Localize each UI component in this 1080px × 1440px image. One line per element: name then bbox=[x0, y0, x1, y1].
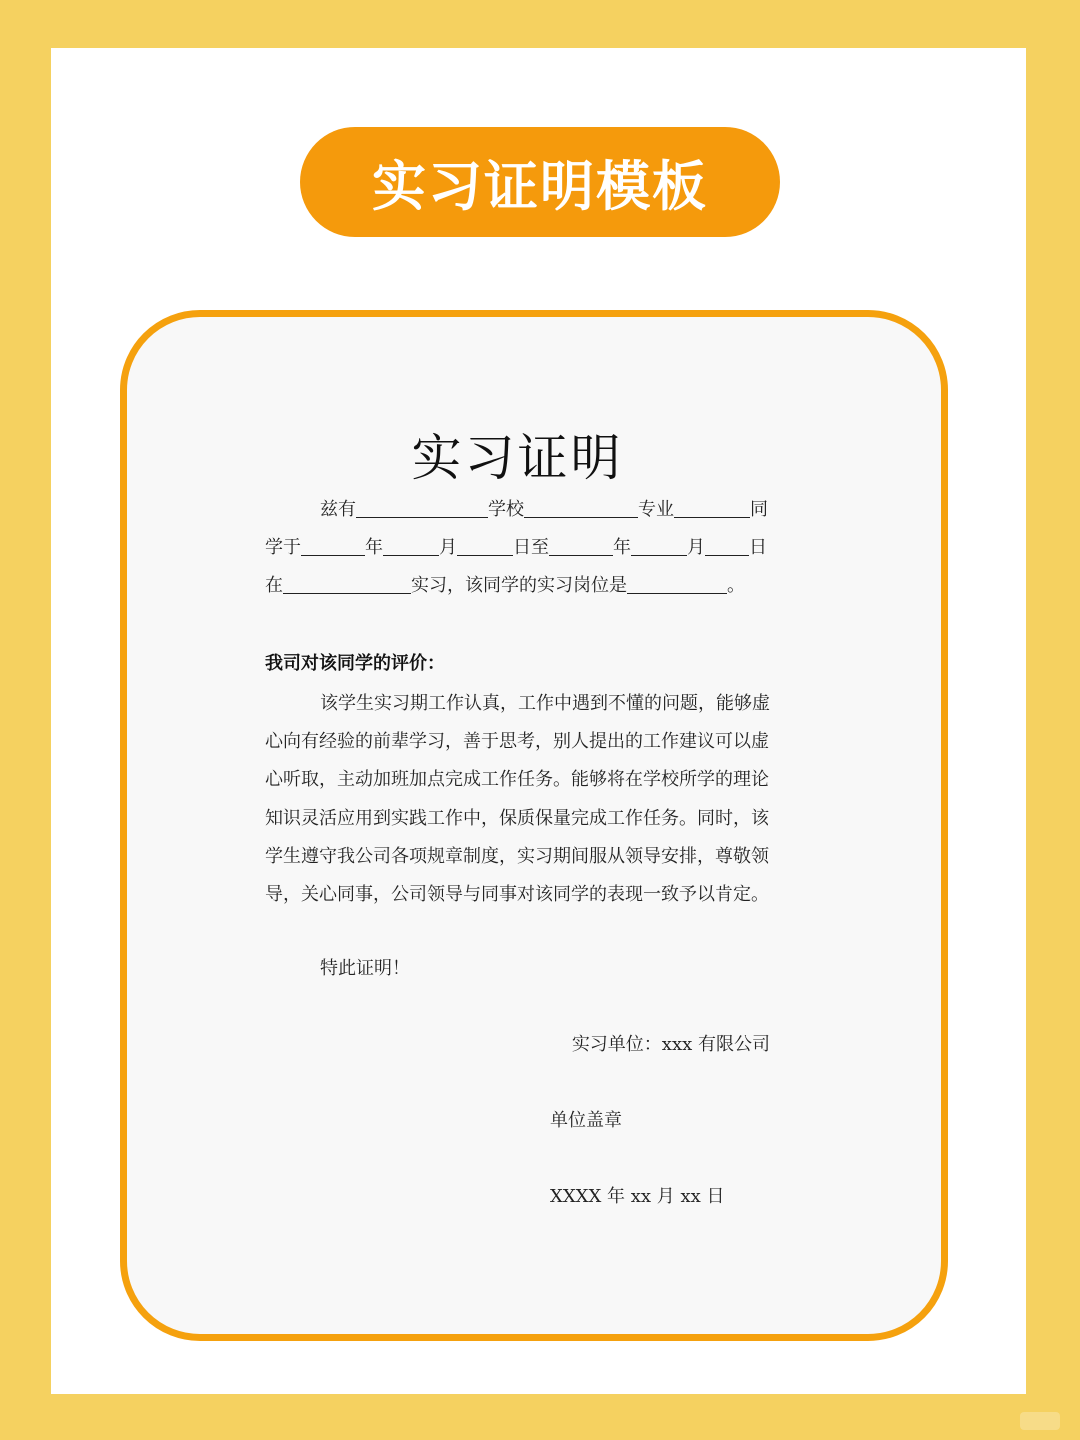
evaluation-line: 学生遵守我公司各项规章制度，实习期间服从领导安排，尊敬领 bbox=[265, 845, 769, 867]
evaluation-line: 心向有经验的前辈学习，善于思考，别人提出的工作建议可以虚 bbox=[265, 731, 769, 753]
end-year-blank bbox=[549, 535, 613, 556]
end-day-blank bbox=[705, 535, 749, 556]
text-xue-yu: 学于 bbox=[265, 537, 301, 558]
date-line: XXXX 年 xx 月 xx 日 bbox=[550, 1186, 725, 1207]
intro-line-1 bbox=[265, 497, 770, 522]
text-zai: 在 bbox=[265, 575, 283, 596]
name-blank bbox=[674, 497, 750, 518]
template-title: 实习证明模板 bbox=[372, 154, 708, 218]
watermark-badge bbox=[1020, 1412, 1060, 1430]
seal-label: 单位盖章 bbox=[550, 1110, 622, 1131]
text-zi-you: 兹有 bbox=[320, 499, 356, 520]
intro-line-2 bbox=[265, 535, 770, 560]
start-day-blank bbox=[457, 535, 513, 556]
evaluation-line: 心听取，主动加班加点完成工作任务。能够将在学校所学的理论 bbox=[265, 769, 769, 791]
intro-line-3 bbox=[265, 573, 770, 598]
major-blank bbox=[524, 497, 638, 518]
evaluation-line: 导，关心同事，公司领导与同事对该同学的表现一致予以肯定。 bbox=[265, 884, 769, 906]
position-blank bbox=[627, 573, 727, 594]
text-period: 。 bbox=[727, 575, 745, 596]
text-tong: 同 bbox=[750, 499, 768, 520]
closing-statement: 特此证明！ bbox=[320, 958, 410, 979]
company-signature: 实习单位：xxx 有限公司 bbox=[571, 1034, 770, 1055]
text-year-1: 年 bbox=[365, 537, 383, 558]
evaluation-paragraph bbox=[265, 685, 770, 914]
end-month-blank bbox=[631, 535, 687, 556]
text-school: 学校 bbox=[488, 499, 524, 520]
text-position-is: 实习，该同学的实习岗位是 bbox=[411, 575, 627, 596]
text-year-2: 年 bbox=[613, 537, 631, 558]
text-major: 专业 bbox=[638, 499, 674, 520]
evaluation-line: 该学生实习期工作认真，工作中遇到不懂的问题，能够虚 bbox=[320, 693, 770, 714]
text-month-1: 月 bbox=[439, 537, 457, 558]
evaluation-label: 我司对该同学的评价： bbox=[265, 653, 445, 674]
document-title: 实习证明 bbox=[411, 429, 624, 487]
school-blank bbox=[356, 497, 488, 518]
company-blank bbox=[283, 573, 411, 594]
evaluation-line: 知识灵活应用到实践工作中，保质保量完成工作任务。同时，该 bbox=[265, 807, 769, 829]
template-title-banner bbox=[300, 127, 780, 237]
text-day-2: 日 bbox=[749, 537, 767, 558]
start-year-blank bbox=[301, 535, 365, 556]
text-month-2: 月 bbox=[687, 537, 705, 558]
start-month-blank bbox=[383, 535, 439, 556]
text-day-to: 日至 bbox=[513, 537, 549, 558]
